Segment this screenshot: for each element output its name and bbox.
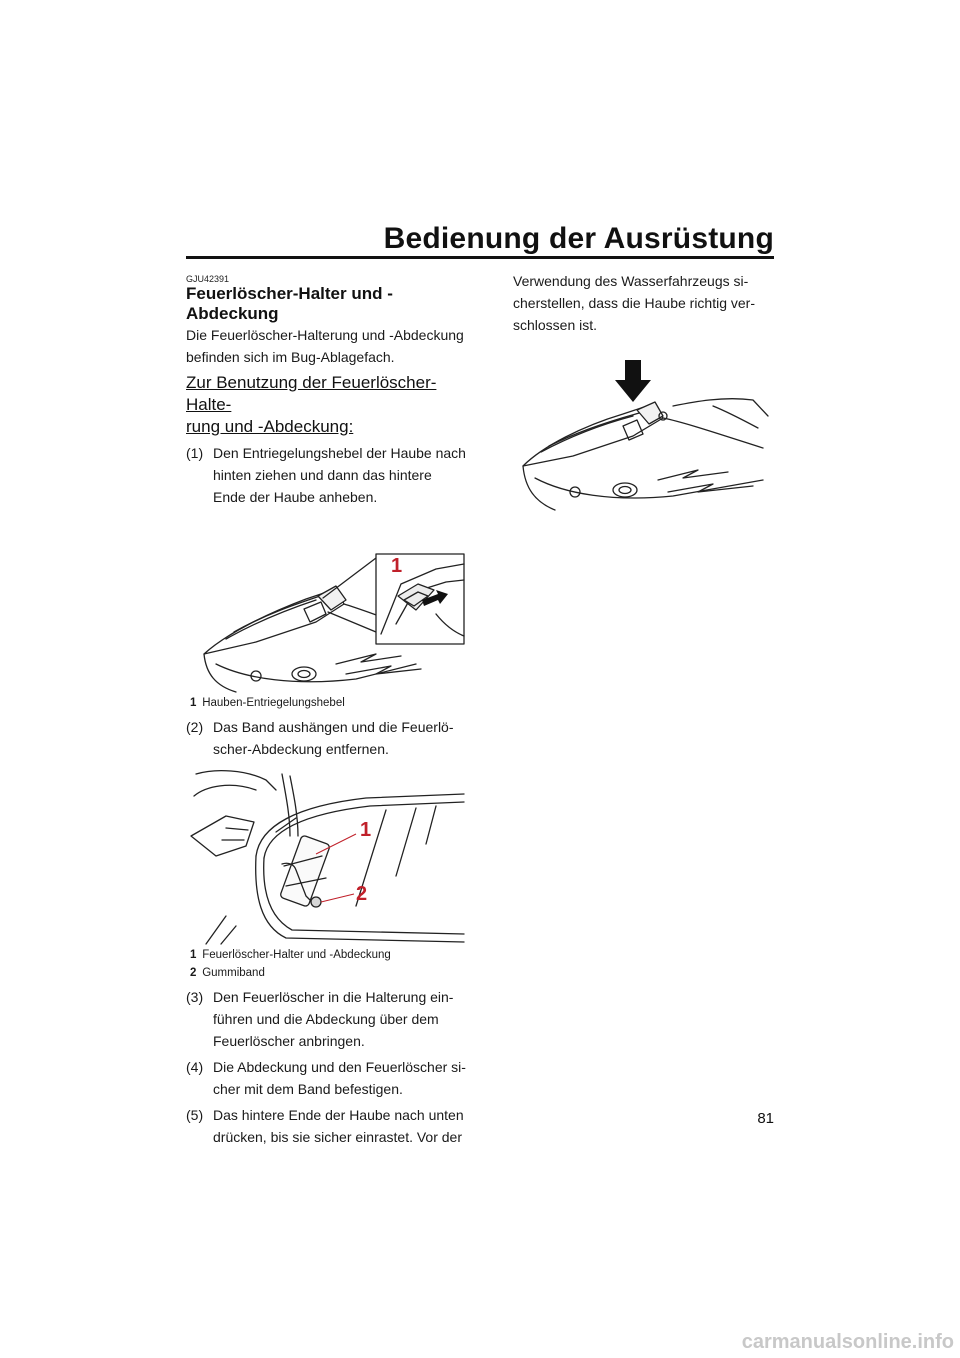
subsection-title-line1: Zur Benutzung der Feuerlöscher-Halte- bbox=[186, 373, 437, 414]
figure2-callout-2: 2 bbox=[356, 883, 368, 905]
section-title: Feuerlöscher-Halter und -Abdeckung bbox=[186, 284, 393, 323]
hood-close-illustration bbox=[513, 356, 773, 526]
step-text: Die Abdeckung und den Feuerlöscher si-cher mit dem Band befestigen. bbox=[213, 1059, 466, 1097]
push-down-arrow-icon bbox=[615, 360, 651, 402]
step-4 bbox=[186, 1056, 466, 1100]
figure1-legend bbox=[186, 694, 466, 712]
step-number: (1) bbox=[186, 445, 204, 461]
subsection-title-line2: rung und -Abdeckung: bbox=[186, 417, 354, 436]
legend-text: Gummiband bbox=[202, 967, 265, 979]
hood-release-illustration bbox=[186, 514, 466, 694]
left-column bbox=[186, 270, 466, 1148]
right-column bbox=[513, 270, 793, 526]
step-number: (2) bbox=[186, 719, 204, 735]
step-1 bbox=[186, 442, 466, 508]
step-2 bbox=[186, 716, 466, 760]
watermark: carmanualsonline.info bbox=[741, 1331, 954, 1353]
page-number: 81 bbox=[757, 1110, 774, 1127]
step-5 bbox=[186, 1104, 466, 1148]
step-number: (3) bbox=[186, 989, 204, 1005]
step-text: Das Band aushängen und die Feuerlö-scher-Abdeckung entfernen. bbox=[213, 719, 454, 757]
subsection-title bbox=[186, 372, 466, 438]
step-3 bbox=[186, 986, 466, 1052]
figure-hood-close bbox=[513, 356, 793, 526]
legend-text: Feuerlöscher-Halter und -Abdeckung bbox=[202, 949, 391, 961]
legend-number: 1 bbox=[190, 697, 197, 709]
figure-hood-release bbox=[186, 514, 466, 712]
page-title: Bedienung der Ausrüstung bbox=[383, 222, 774, 255]
legend-text: Hauben-Entriegelungshebel bbox=[202, 697, 345, 709]
step-number: (5) bbox=[186, 1107, 204, 1123]
legend-row bbox=[190, 964, 466, 982]
header-rule bbox=[186, 256, 774, 259]
section-code: GJU42391 bbox=[186, 274, 230, 284]
legend-row bbox=[190, 946, 466, 964]
continuation-text: Verwendung des Wasserfahrzeugs si-cherstellen, dass die Haube richtig ver-schlossen ist. bbox=[513, 273, 756, 333]
figure2-callout-1: 1 bbox=[360, 819, 372, 841]
section-intro: Die Feuerlöscher-Halterung und -Abdeckung befinden sich im Bug-Ablagefach. bbox=[186, 327, 464, 365]
step-text: Das hintere Ende der Haube nach unten drücken, bis sie sicher einrastet. Vor der bbox=[213, 1107, 464, 1145]
legend-number: 2 bbox=[190, 967, 197, 979]
step-text: Den Feuerlöscher in die Halterung ein-führen und die Abdeckung über dem Feuerlöscher anbringen. bbox=[213, 989, 454, 1049]
figure-extinguisher-holder bbox=[186, 766, 466, 982]
step-number: (4) bbox=[186, 1059, 204, 1075]
figure1-callout-1: 1 bbox=[391, 555, 403, 577]
extinguisher-holder-illustration bbox=[186, 766, 466, 946]
figure2-legend bbox=[186, 946, 466, 982]
legend-number: 1 bbox=[190, 949, 197, 961]
step-text: Den Entriegelungshebel der Haube nach hinten ziehen und dann das hintere Ende der Haube anheben. bbox=[213, 445, 466, 505]
